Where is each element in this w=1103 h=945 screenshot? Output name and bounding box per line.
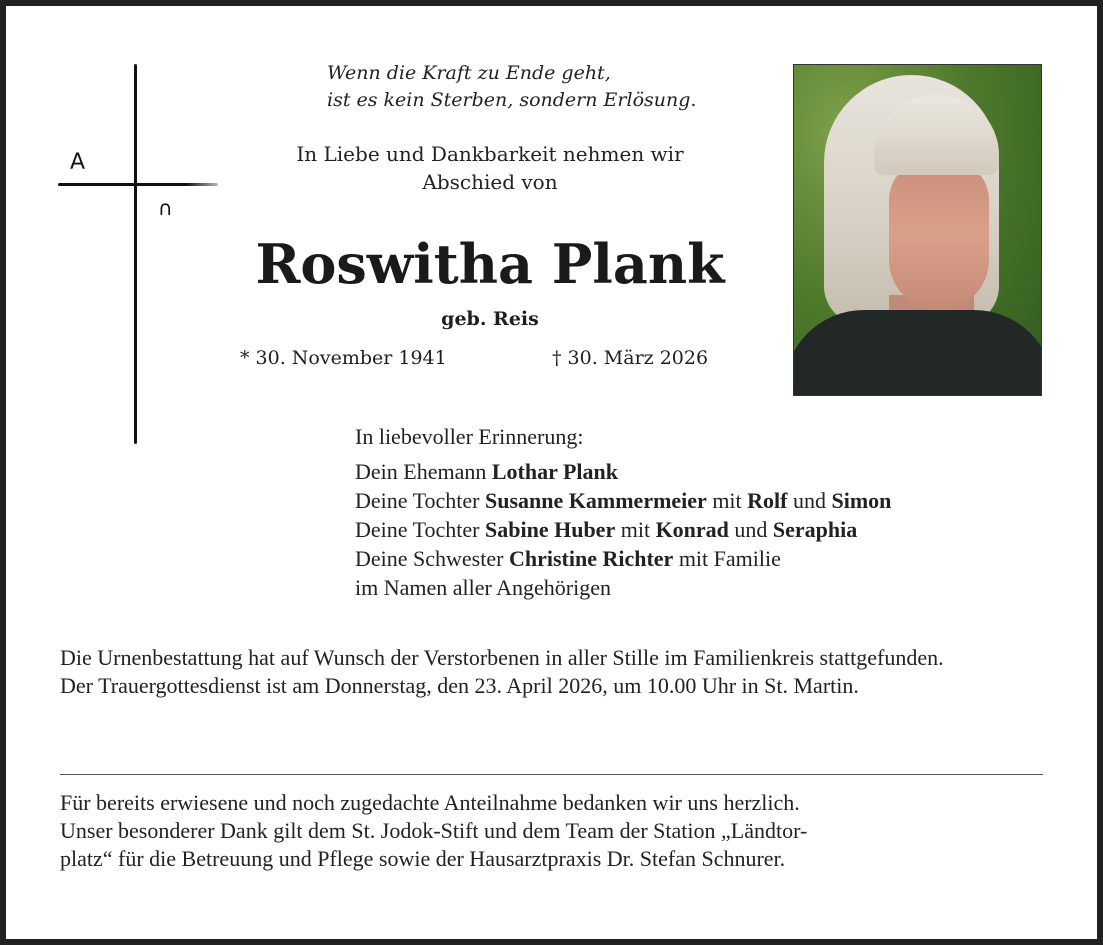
burial-paragraph-1: Die Urnenbestattung hat auf Wunsch der Verstorbenen in aller Stille im Familienkreis stattgefunden. xyxy=(60,645,944,670)
family-member-name: Seraphia xyxy=(772,517,858,542)
family-list xyxy=(355,422,891,602)
family-line xyxy=(355,515,891,544)
intro-text xyxy=(230,140,750,196)
thanks-line-1: Für bereits erwiesene und noch zugedachte Anteilnahme bedanken wir uns herzlich. xyxy=(60,790,800,815)
family-relation: Deine Schwester xyxy=(355,546,509,571)
intro-line-2: Abschied von xyxy=(422,170,558,194)
family-relation: Deine Tochter xyxy=(355,488,486,513)
cross-vertical-bar xyxy=(134,64,137,444)
death-date: † 30. März 2026 xyxy=(552,347,709,369)
deceased-name: Roswitha Plank xyxy=(255,232,725,296)
cross-horizontal-bar xyxy=(58,183,218,186)
motto-line-1: Wenn die Kraft zu Ende geht, xyxy=(327,62,611,84)
photo-clothing xyxy=(793,310,1042,396)
family-line xyxy=(355,486,891,515)
family-relation: Dein Ehemann xyxy=(355,459,492,484)
burial-paragraph-2: Der Trauergottesdienst ist am Donnerstag, den 23. April 2026, um 10.00 Uhr in St. Martin. xyxy=(60,673,859,698)
family-line xyxy=(355,544,891,573)
family-member-name: Christine Richter xyxy=(508,546,674,571)
photo-face xyxy=(889,160,989,310)
family-heading: In liebevoller Erinnerung: xyxy=(355,424,584,449)
thanks-line-2: Unser besonderer Dank gilt dem St. Jodok-Stift und dem Team der Station „Ländtor- xyxy=(60,818,808,843)
motto-line-2: ist es kein Sterben, sondern Erlösung. xyxy=(327,89,697,111)
family-connector: mit Familie xyxy=(673,546,781,571)
family-relation: im Namen aller Angehörigen xyxy=(355,575,611,600)
family-relation: Deine Tochter xyxy=(355,517,486,542)
portrait-photo xyxy=(793,64,1042,396)
family-connector: und xyxy=(728,517,773,542)
family-connector: und xyxy=(787,488,832,513)
family-member-name: Lothar Plank xyxy=(491,459,618,484)
omega-icon: ∩ xyxy=(158,196,173,220)
thanks-line-3: platz“ für die Betreuung und Pflege sowie der Hausarztpraxis Dr. Stefan Schnurer. xyxy=(60,846,786,871)
family-member-name: Sabine Huber xyxy=(485,517,616,542)
family-member-name: Simon xyxy=(831,488,892,513)
family-connector: mit xyxy=(615,517,656,542)
alpha-icon: Α xyxy=(70,150,86,175)
family-line xyxy=(355,573,891,602)
thanks-text xyxy=(60,789,1043,873)
motto-quote xyxy=(327,60,696,114)
family-line xyxy=(355,457,891,486)
intro-line-1: In Liebe und Dankbarkeit nehmen wir xyxy=(296,142,684,166)
family-member-name: Konrad xyxy=(655,517,729,542)
family-member-name: Susanne Kammermeier xyxy=(485,488,707,513)
birth-date: * 30. November 1941 xyxy=(240,347,447,369)
family-member-name: Rolf xyxy=(747,488,788,513)
birth-name: geb. Reis xyxy=(441,308,539,330)
divider-line xyxy=(60,774,1043,775)
family-connector: mit xyxy=(706,488,748,513)
burial-info xyxy=(60,644,1043,700)
